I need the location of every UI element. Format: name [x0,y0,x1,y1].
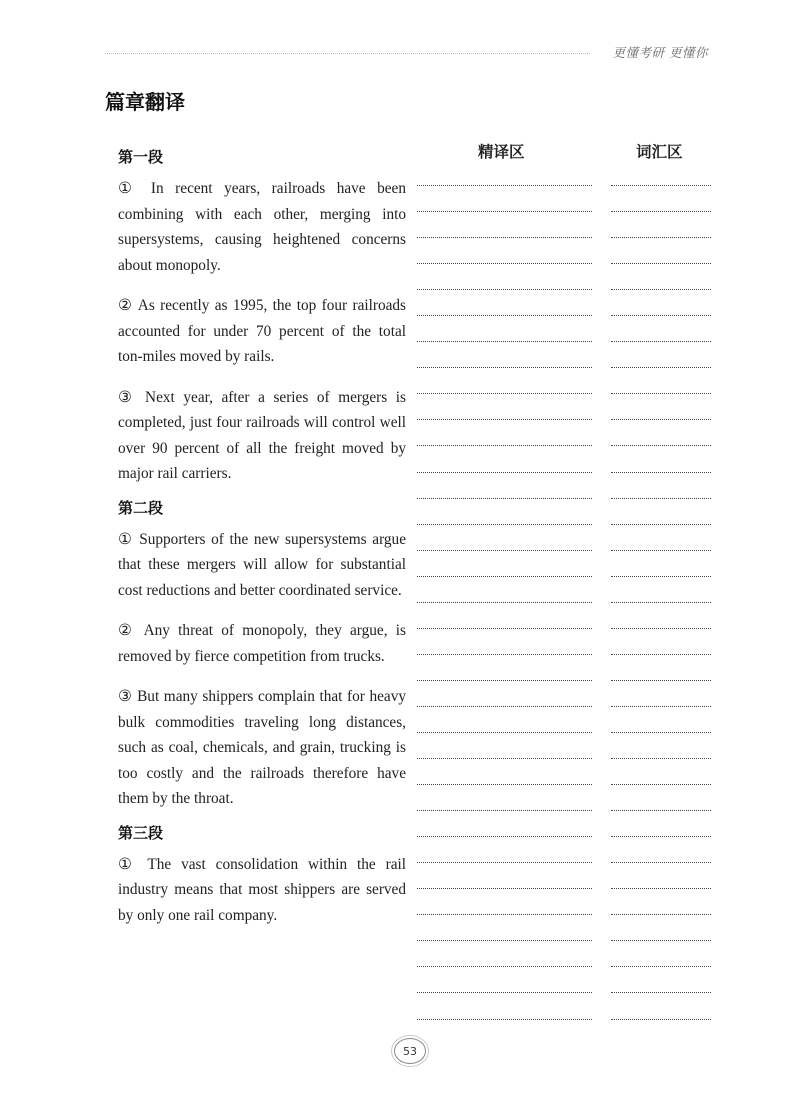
writing-line [611,524,711,525]
writing-line [611,211,711,212]
writing-line [611,1019,711,1020]
writing-line [611,576,711,577]
writing-line [417,419,592,420]
writing-line [417,472,592,473]
writing-line [417,445,592,446]
writing-line [417,914,592,915]
header-slogan: 更懂考研 更懂你 [612,45,708,60]
writing-line [611,914,711,915]
writing-line [611,498,711,499]
writing-line [611,680,711,681]
writing-line [611,289,711,290]
writing-line [611,445,711,446]
writing-line [417,680,592,681]
writing-line [611,602,711,603]
writing-line [417,940,592,941]
writing-line [611,888,711,889]
header-divider [105,53,590,54]
writing-line [611,263,711,264]
writing-line [611,315,711,316]
writing-line [417,888,592,889]
writing-line [611,550,711,551]
paragraph: ① In recent years, railroads have been combining with each other, merging into supersystems, causing heightened concerns about monopoly. [118,180,406,274]
paragraph: ③ Next year, after a series of mergers is completed, just four railroads will control well over 90 percent of all the freight moved by major rail carriers. [118,388,406,482]
writing-line [417,992,592,993]
writing-line [417,1019,592,1020]
translation-column-header: 精译区 [478,143,525,161]
writing-line [611,419,711,420]
page-number: 53 [394,1038,426,1064]
writing-line [417,367,592,368]
writing-line [611,654,711,655]
page-title: 篇章翻译 [105,90,185,114]
writing-line [611,992,711,993]
paragraph: ① Supporters of the new supersystems argue that these mergers will allow for substantial cost reductions and better coordinated service. [118,530,406,599]
writing-line [417,810,592,811]
writing-line [417,758,592,759]
writing-line [611,758,711,759]
source-text-column [118,146,406,943]
writing-line [417,836,592,837]
writing-line [417,628,592,629]
writing-line [417,289,592,290]
writing-line [417,498,592,499]
writing-line [417,237,592,238]
writing-line [417,263,592,264]
writing-line [417,341,592,342]
writing-line [417,966,592,967]
writing-line [417,862,592,863]
section-heading: 第一段 [118,148,164,166]
writing-line [611,472,711,473]
writing-line [611,732,711,733]
section-heading: 第二段 [118,498,164,517]
section-heading: 第三段 [118,823,164,842]
writing-line [417,524,592,525]
writing-line [611,810,711,811]
writing-line [417,211,592,212]
writing-line [417,393,592,394]
translation-writing-area[interactable] [417,185,592,1045]
writing-line [611,836,711,837]
writing-line [417,654,592,655]
writing-line [417,550,592,551]
paragraph: ③ But many shippers complain that for heavy bulk commodities traveling long distances, such as coal, chemicals, and grain, trucking is too costly and the railroads therefore have them by the throat. [118,688,406,807]
writing-line [417,602,592,603]
writing-line [417,185,592,186]
writing-line [611,966,711,967]
vocabulary-column-header: 词汇区 [636,143,683,161]
writing-line [611,628,711,629]
writing-line [417,732,592,733]
writing-line [611,393,711,394]
writing-line [611,940,711,941]
paragraph: ② As recently as 1995, the top four railroads accounted for under 70 percent of the total ton-miles moved by rails. [118,297,406,365]
writing-line [611,341,711,342]
writing-line [611,862,711,863]
writing-line [611,237,711,238]
writing-line [417,315,592,316]
paragraph: ① The vast consolidation within the rail industry means that most shippers are served by only one rail company. [118,855,406,924]
writing-line [611,185,711,186]
writing-line [417,784,592,785]
writing-line [417,576,592,577]
writing-line [611,784,711,785]
vocabulary-writing-area[interactable] [611,185,711,1045]
writing-line [417,706,592,707]
paragraph: ② Any threat of monopoly, they argue, is removed by fierce competition from trucks. [118,622,406,665]
writing-line [611,367,711,368]
writing-line [611,706,711,707]
